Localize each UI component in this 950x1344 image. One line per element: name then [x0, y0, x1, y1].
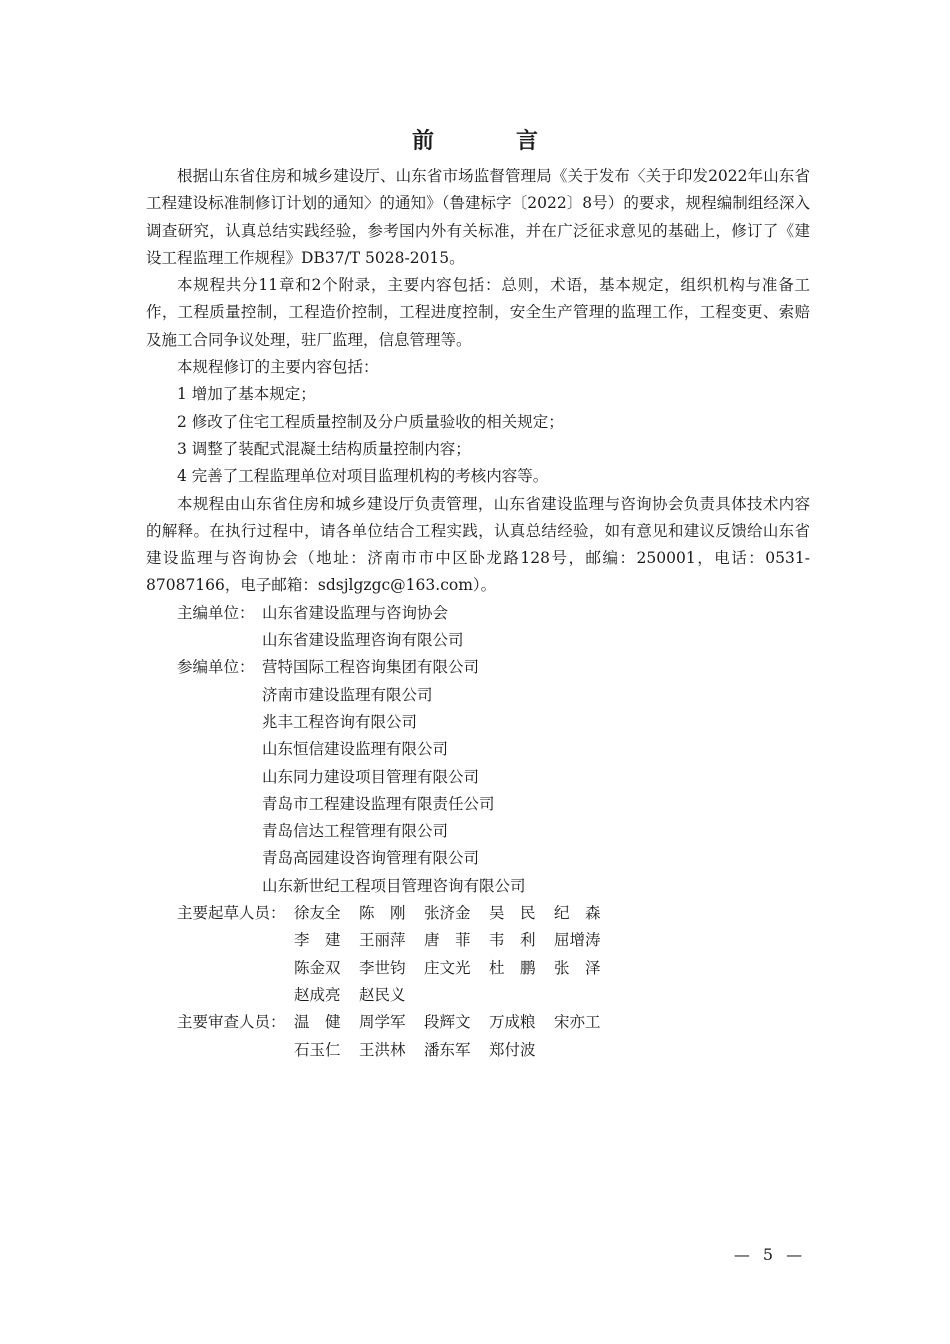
drafters [146, 900, 810, 1009]
revision-item: 4 完善了工程监理单位对项目监理机构的考核内容等。 [177, 467, 549, 486]
person-name: 韦 利 [489, 931, 536, 950]
person-name: 杜 鹏 [489, 958, 536, 977]
participating-units-label: 参编单位： [177, 658, 255, 677]
person-name: 王丽萍 [359, 931, 406, 950]
person-name: 张 泽 [554, 958, 601, 977]
person-name: 陈金双 [294, 958, 341, 977]
revision-item: 3 调整了装配式混凝土结构质量控制内容； [177, 439, 471, 458]
unit-name: 青岛市工程建设监理有限责任公司 [262, 794, 495, 813]
chief-units-label: 主编单位： [177, 603, 255, 622]
revision-item: 2 修改了住宅工程质量控制及分户质量验收的相关规定； [177, 412, 564, 431]
person-name: 温 健 [294, 1013, 341, 1032]
preface-body [146, 163, 810, 1064]
reviewers [146, 1009, 810, 1064]
person-name: 郑付波 [489, 1040, 536, 1059]
unit-name: 山东同力建设项目管理有限公司 [262, 767, 480, 786]
drafters-names [294, 900, 619, 1009]
reviewers-label: 主要审查人员： [177, 1013, 286, 1032]
person-name: 周学军 [359, 1013, 406, 1032]
unit-name: 营特国际工程咨询集团有限公司 [262, 658, 480, 677]
unit-name: 青岛高园建设咨询管理有限公司 [262, 849, 480, 868]
person-name: 李 建 [294, 931, 341, 950]
revision-intro: 本规程修订的主要内容包括： [177, 358, 379, 377]
page-title: 前 言 [411, 129, 568, 154]
revision-item: 1 增加了基本规定； [177, 385, 316, 404]
reviewers-names [294, 1009, 619, 1064]
page-number: — 5 — [733, 1245, 807, 1264]
person-name: 唐 菲 [424, 931, 471, 950]
person-name: 赵成亮 [294, 985, 341, 1004]
unit-name: 山东省建设监理咨询有限公司 [262, 631, 464, 650]
unit-name: 山东新世纪工程项目管理咨询有限公司 [262, 876, 526, 895]
paragraph-management: 本规程由山东省住房和城乡建设厅负责管理，山东省建设监理与咨询协会负责具体技术内容的解释。在执行过程中，请各单位结合工程实践，认真总结经验，如有意见和建议反馈给山东省建设监理与咨询协会（地址：济南市市中区卧龙路128号，邮编：250001，电话：0531-87087166，电子邮箱：sdsjlgzgc@163.com）。 [146, 494, 810, 595]
person-name: 徐友全 [294, 904, 341, 923]
person-name: 纪 森 [554, 904, 601, 923]
person-name: 吴 民 [489, 904, 536, 923]
person-name: 王洪林 [359, 1040, 406, 1059]
paragraph-contents: 本规程共分11章和2个附录，主要内容包括：总则，术语，基本规定，组织机构与准备工作，工程质量控制，工程造价控制，工程进度控制，安全生产管理的监理工作，工程变更、索赔及施工合同争议处理，驻厂监理，信息管理等。 [146, 276, 810, 349]
person-name: 万成粮 [489, 1013, 536, 1032]
unit-name: 青岛信达工程管理有限公司 [262, 822, 449, 841]
paragraph-background: 根据山东省住房和城乡建设厅、山东省市场监督管理局《关于发布〈关于印发2022年山东省工程建设标准制修订计划的通知〉的通知》（鲁建标字〔2022〕8号）的要求，规程编制组经深入调查研究，认真总结实践经验，参考国内外有关标准，并在广泛征求意见的基础上，修订了《建设工程监理工作规程》DB37/T 5028-2015。 [146, 167, 810, 267]
person-name: 赵民义 [359, 985, 406, 1004]
unit-name: 山东省建设监理与咨询协会 [262, 603, 449, 622]
unit-name: 山东恒信建设监理有限公司 [262, 740, 449, 759]
person-name: 屈增涛 [554, 931, 601, 950]
person-name: 张济金 [424, 904, 471, 923]
person-name: 庄文光 [424, 958, 471, 977]
unit-name: 兆丰工程咨询有限公司 [262, 712, 418, 731]
drafters-label: 主要起草人员： [177, 904, 286, 923]
person-name: 宋亦工 [554, 1013, 601, 1032]
person-name: 段辉文 [424, 1013, 471, 1032]
person-name: 陈 刚 [359, 904, 406, 923]
person-name: 石玉仁 [294, 1040, 341, 1059]
participating-units [146, 654, 810, 900]
person-name: 潘东军 [424, 1040, 471, 1059]
chief-units [146, 600, 810, 655]
unit-name: 济南市建设监理有限公司 [262, 685, 433, 704]
person-name: 李世钧 [359, 958, 406, 977]
